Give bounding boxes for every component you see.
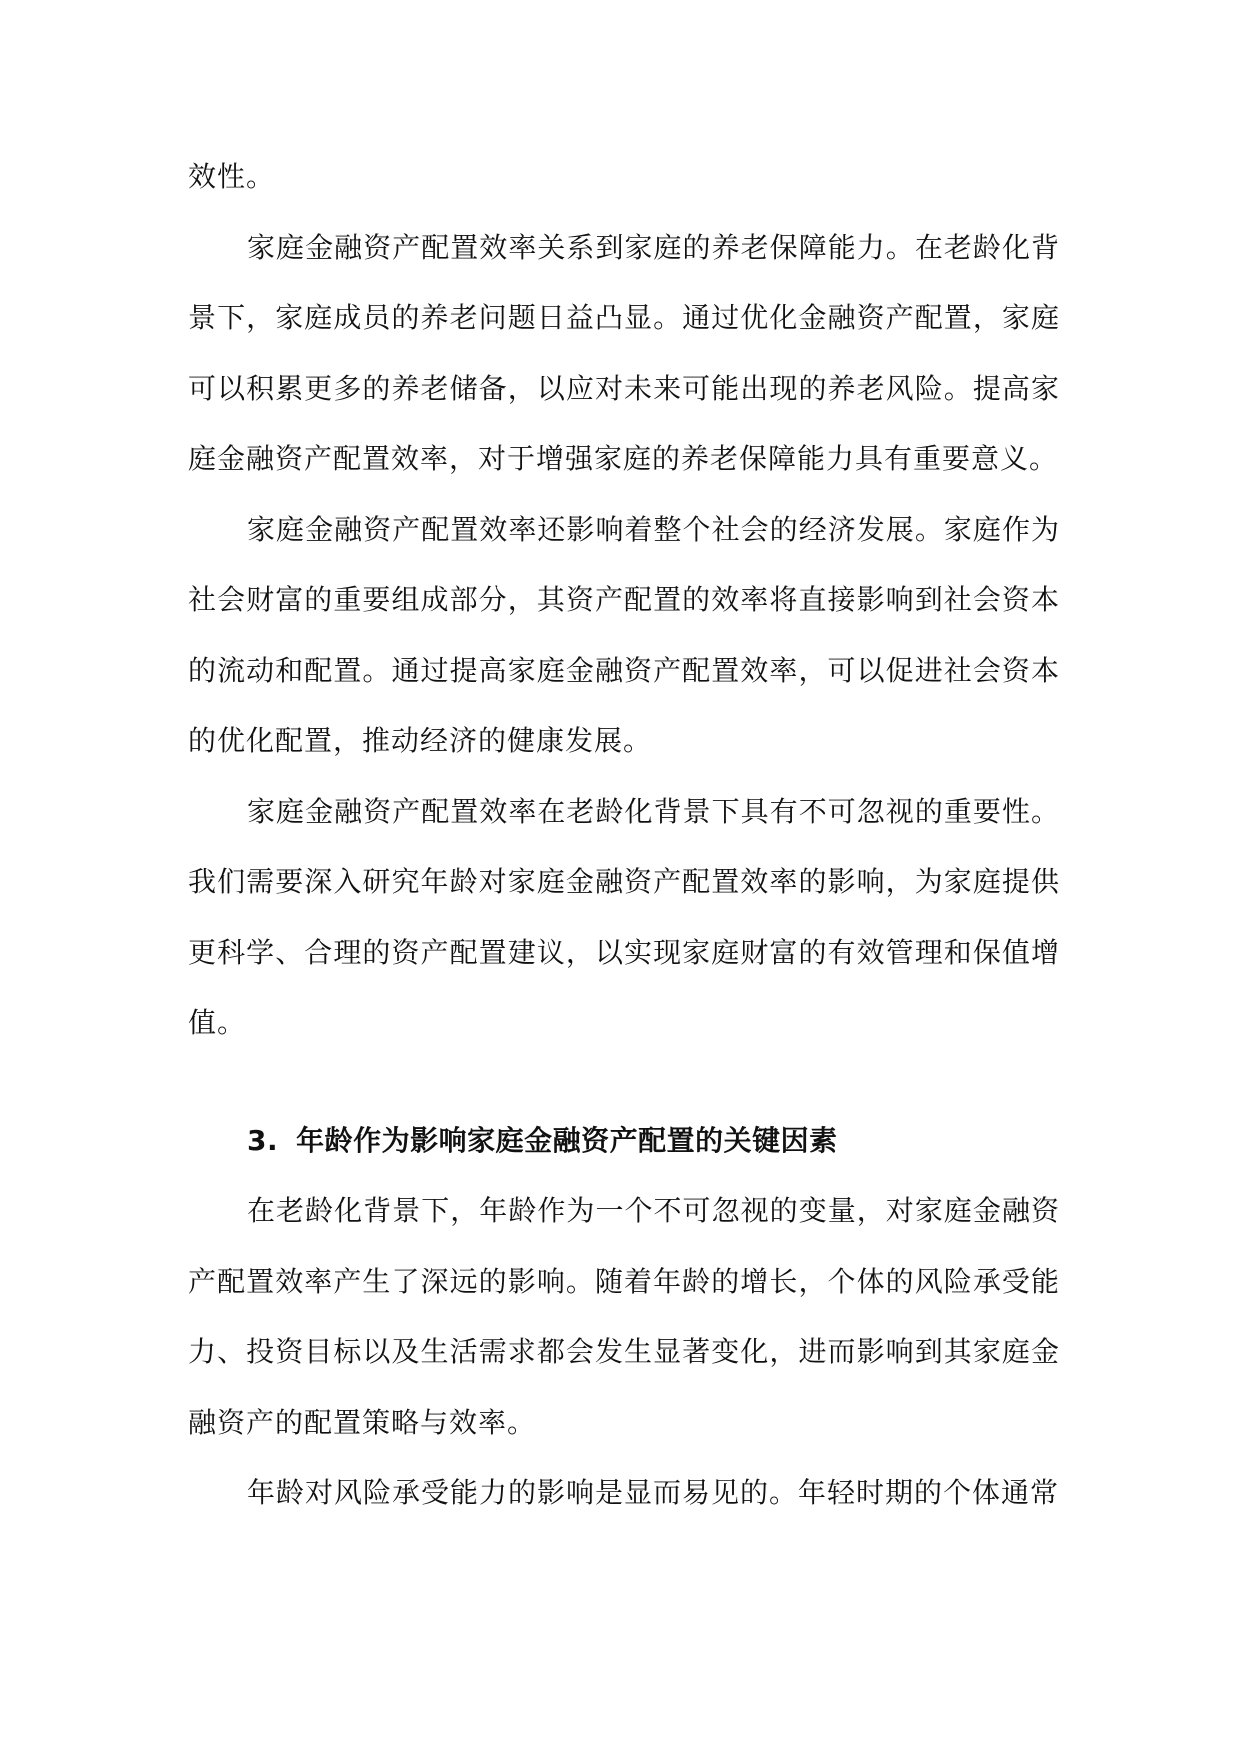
paragraph-risk-tolerance: 年龄对风险承受能力的影响是显而易见的。年轻时期的个体通常 bbox=[247, 1476, 1060, 1509]
section-number: 3. bbox=[247, 1123, 279, 1157]
document-body bbox=[188, 142, 1060, 1529]
section-heading bbox=[188, 1106, 1060, 1177]
section-title: 年龄作为影响家庭金融资产配置的关键因素 bbox=[296, 1123, 838, 1157]
paragraph-importance-summary: 家庭金融资产配置效率在老龄化背景下具有不可忽视的重要性。我们需要深入研究年龄对家庭金融资产配置效率的影响，为家庭提供更科学、合理的资产配置建议，以实现家庭财富的有效管理和保值增值。 bbox=[188, 794, 1060, 1039]
paragraph-pension-security: 家庭金融资产配置效率关系到家庭的养老保障能力。在老龄化背景下，家庭成员的养老问题日益凸显。通过优化金融资产配置，家庭可以积累更多的养老储备，以应对未来可能出现的养老风险。提高家庭金融资产配置效率，对于增强家庭的养老保障能力具有重要意义。 bbox=[188, 230, 1060, 475]
paragraph-economic-development: 家庭金融资产配置效率还影响着整个社会的经济发展。家庭作为社会财富的重要组成部分，其资产配置的效率将直接影响到社会资本的流动和配置。通过提高家庭金融资产配置效率，可以促进社会资本的优化配置，推动经济的健康发展。 bbox=[188, 512, 1060, 757]
paragraph-continuation: 效性。 bbox=[188, 160, 276, 193]
paragraph-age-influence: 在老龄化背景下，年龄作为一个不可忽视的变量，对家庭金融资产配置效率产生了深远的影响。随着年龄的增长，个体的风险承受能力、投资目标以及生活需求都会发生显著变化，进而影响到其家庭金融资产的配置策略与效率。 bbox=[188, 1194, 1060, 1439]
